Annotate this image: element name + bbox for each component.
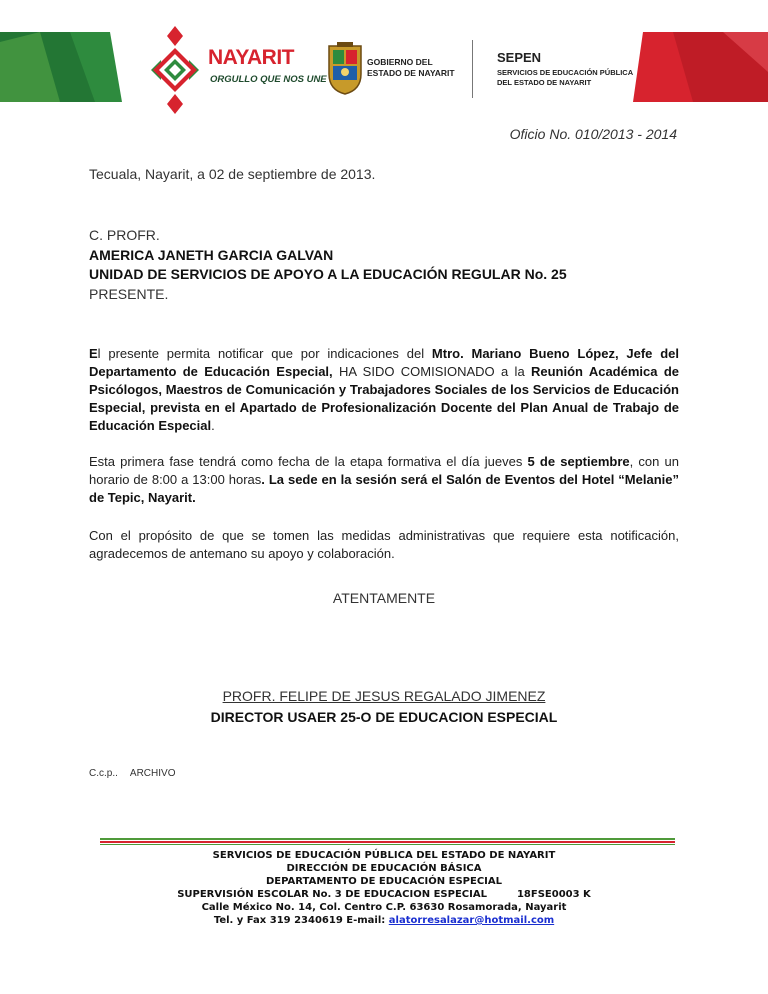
closing-atentamente: ATENTAMENTE — [332, 590, 436, 606]
header-left-color-band — [0, 32, 122, 102]
p1-text2: HA SIDO COMISIONADO a la — [332, 364, 531, 379]
footer-block — [0, 849, 768, 927]
nayarit-slogan: ORGULLO QUE NOS UNE — [210, 74, 327, 85]
p2-bold1: 5 de septiembre — [527, 454, 630, 469]
footer-line1: SERVICIOS DE EDUCACIÓN PÚBLICA DEL ESTADO DE NAYARIT — [212, 850, 556, 861]
footer-line2: DIRECCIÓN DE EDUCACIÓN BÁSICA — [286, 863, 482, 874]
header-right-color-band — [633, 32, 768, 102]
paragraph-notification — [89, 345, 679, 435]
gobierno-label — [367, 57, 455, 79]
oficio-number: Oficio No. 010/2013 - 2014 — [509, 126, 677, 142]
paragraph-closing: Con el propósito de que se tomen las medidas administrativas que requiere esta notificación, agradecemos de antemano su apoyo y colaboración. — [89, 528, 679, 561]
p2-text1: Esta primera fase tendrá como fecha de la etapa formativa el día jueves — [89, 454, 528, 469]
dropcap: E — [89, 346, 98, 361]
ccp-label: C.c.p.. — [89, 768, 118, 779]
recipient-title: C. PROFR. — [89, 227, 160, 243]
p2-bold2: . La sede en la sesión será el Salón de Eventos del Hotel “Melanie” de Tepic, Nayarit. — [89, 472, 679, 505]
p2-text2: , con un horario de 8:00 a 13:00 horas — [89, 454, 679, 487]
footer-line5: Calle México No. 14, Col. Centro C.P. 63630 Rosamorada, Nayarit — [201, 902, 567, 913]
letter-date: Tecuala, Nayarit, a 02 de septiembre de 2013. — [89, 166, 376, 182]
nayarit-logo-icon — [147, 24, 203, 116]
recipient-unit: UNIDAD DE SERVICIOS DE APOYO A LA EDUCACIÓN REGULAR No. 25 — [89, 266, 567, 282]
signer-title: DIRECTOR USAER 25-O DE EDUCACION ESPECIAL — [210, 709, 558, 725]
footer-rule-green — [100, 838, 675, 840]
sepen-title: SEPEN — [497, 50, 542, 65]
paragraph-schedule — [89, 453, 679, 507]
footer-email-link[interactable]: alatorresalazar@hotmail.com — [388, 915, 555, 926]
footer-rule-green-thin — [100, 844, 675, 845]
recipient-presente: PRESENTE. — [89, 286, 169, 302]
ccp-value: ARCHIVO — [129, 768, 176, 779]
recipient-name: AMERICA JANETH GARCIA GALVAN — [89, 247, 334, 263]
header-divider — [472, 40, 473, 98]
p1-text1: l presente permita notificar que por indicaciones del — [97, 346, 432, 361]
footer-line3: DEPARTAMENTO DE EDUCACIÓN ESPECIAL — [266, 876, 502, 887]
footer-rule-red — [100, 841, 675, 843]
gobierno-line1: GOBIERNO DEL — [367, 57, 433, 67]
gobierno-line2: ESTADO DE NAYARIT — [367, 68, 455, 78]
sepen-line1: SERVICIOS DE EDUCACIÓN PÚBLICA — [497, 68, 634, 77]
footer-line4 — [0, 888, 768, 901]
footer-supervision: SUPERVISIÓN ESCOLAR No. 3 DE EDUCACION ESPECIAL — [177, 889, 487, 900]
sepen-line2: DEL ESTADO DE NAYARIT — [497, 78, 592, 87]
footer-phone: Tel. y Fax 319 2340619 E-mail: — [213, 915, 389, 926]
state-seal-icon — [327, 40, 363, 96]
nayarit-brand-wordmark: NAYARIT — [208, 46, 294, 69]
p1-text3: . — [211, 418, 215, 433]
p1-bold2: Reunión Académica de Psicólogos, Maestros de Comunicación y Trabajadores Sociales de los Servicios de Educación Especial, prevista en el Apartado de Profesionalización Docente del Plan Anual de Trabajo de Educación Especial — [89, 364, 679, 433]
footer-clave: 18FSE0003 K — [516, 889, 591, 900]
footer-line6 — [0, 914, 768, 927]
ccp-line — [89, 768, 175, 779]
p1-bold1: Mtro. Mariano Bueno López, Jefe del Departamento de Educación Especial, — [89, 346, 679, 379]
sepen-subtitle — [497, 68, 633, 88]
signer-name: PROFR. FELIPE DE JESUS REGALADO JIMENEZ — [222, 688, 546, 704]
